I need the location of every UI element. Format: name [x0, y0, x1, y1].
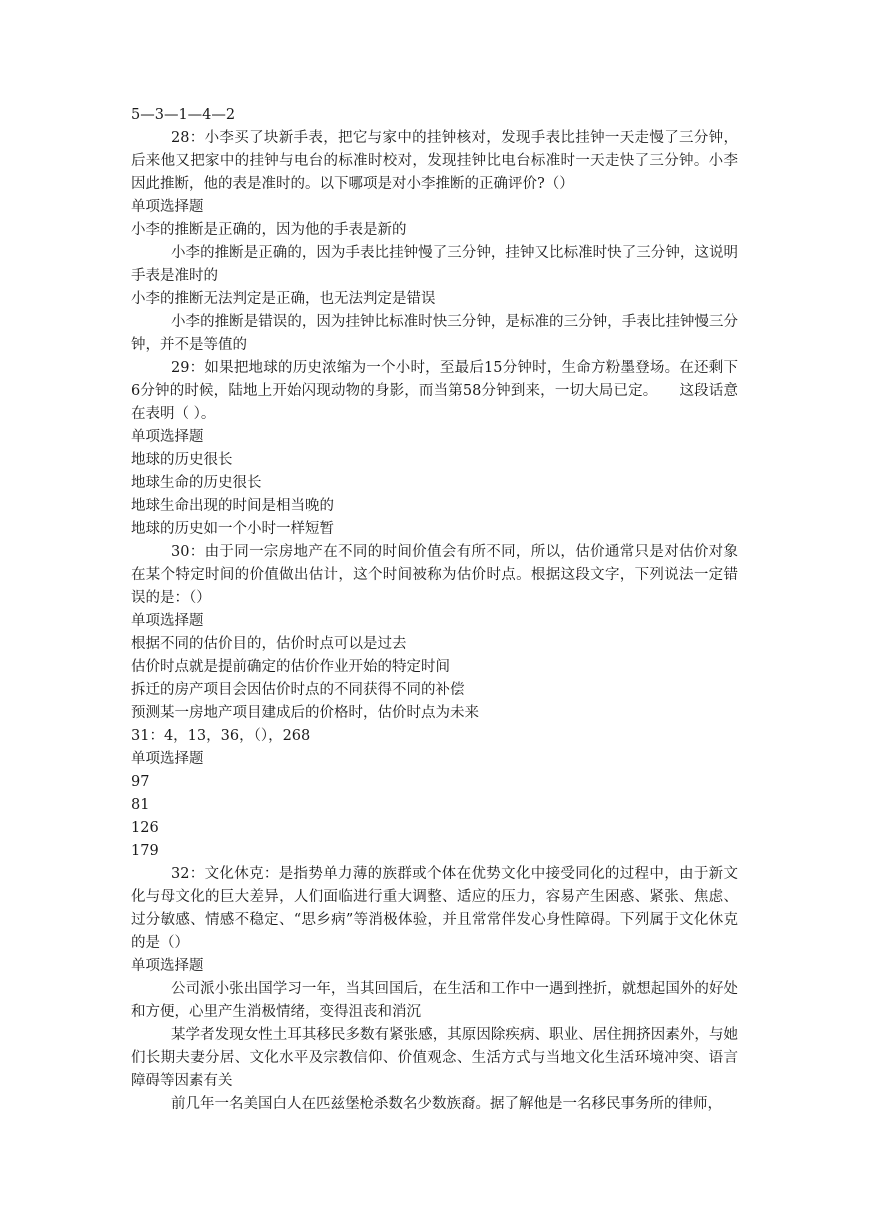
option-item: 地球的历史很长	[131, 452, 233, 468]
option-item: 根据不同的估价目的，估价时点可以是过去	[131, 636, 407, 652]
option-item: 小李的推断是错误的，因为挂钟比标准时快三分钟，是标准的三分钟，手表比挂钟慢三分钟，并不是等值的	[131, 314, 738, 353]
option-item: 前几年一名美国白人在匹兹堡枪杀数名少数族裔。据了解他是一名移民事务所的律师，	[171, 1096, 722, 1112]
option-item: 81	[131, 797, 150, 813]
question-32: 32：文化休克：是指势单力薄的族群或个体在优势文化中接受同化的过程中，由于新文化与母文化的巨大差异，人们面临进行重大调整、适应的压力，容易产生困惑、紧张、焦虑、过分敏感、情感不稳定、“思乡病”等消极体验，并且常常伴发心身性障碍。下列属于文化休克的是（）	[131, 866, 738, 951]
question-31: 31：4，13，36，（），268	[131, 728, 311, 744]
option-item: 预测某一房地产项目建成后的价格时，估价时点为未来	[131, 705, 479, 721]
question-30: 30：由于同一宗房地产在不同的时间价值会有所不同，所以，估价通常只是对估价对象在某个特定时间的价值做出估计，这个时间被称为估价时点。根据这段文字，下列说法一定错误的是：（）	[131, 544, 738, 606]
option-item: 估价时点就是提前确定的估价作业开始的特定时间	[131, 659, 450, 675]
question-type-label: 单项选择题	[131, 958, 204, 974]
option-item: 地球生命的历史很长	[131, 475, 262, 491]
question-type-label: 单项选择题	[131, 751, 204, 767]
question-type-label: 单项选择题	[131, 199, 204, 215]
option-item: 地球的历史如一个小时一样短暂	[131, 521, 334, 537]
option-item: 126	[131, 820, 159, 836]
option-item: 小李的推断无法判定是正确，也无法判定是错误	[131, 291, 436, 307]
document-body	[131, 104, 738, 1116]
option-item: 小李的推断是正确的，因为手表比挂钟慢了三分钟，挂钟又比标准时快了三分钟，这说明手表是准时的	[131, 245, 738, 284]
sequence-answer-line: 5—3—1—4—2	[131, 107, 236, 123]
option-item: 179	[131, 843, 159, 859]
option-item: 97	[131, 774, 150, 790]
question-28: 28：小李买了块新手表，把它与家中的挂钟核对，发现手表比挂钟一天走慢了三分钟，后来他又把家中的挂钟与电台的标准时校对，发现挂钟比电台标准时一天走快了三分钟。小李因此推断，他的表是准时的。以下哪项是对小李推断的正确评价?（）	[131, 130, 738, 192]
option-item: 拆迁的房产项目会因估价时点的不同获得不同的补偿	[131, 682, 465, 698]
question-29: 29：如果把地球的历史浓缩为一个小时，至最后15分钟时，生命方粉墨登场。在还剩下6分钟的时候，陆地上开始闪现动物的身影，而当第58分钟到来，一切大局已定。 这段话意在表明（ ）。	[131, 360, 738, 422]
question-type-label: 单项选择题	[131, 429, 204, 445]
option-item: 地球生命出现的时间是相当晚的	[131, 498, 334, 514]
option-item: 公司派小张出国学习一年，当其回国后，在生活和工作中一遇到挫折，就想起国外的好处和方便，心里产生消极情绪，变得沮丧和消沉	[131, 981, 738, 1020]
option-item: 某学者发现女性土耳其移民多数有紧张感，其原因除疾病、职业、居住拥挤因素外，与她们长期夫妻分居、文化水平及宗教信仰、价值观念、生活方式与当地文化生活环境冲突、语言障碍等因素有关	[131, 1027, 738, 1089]
option-item: 小李的推断是正确的，因为他的手表是新的	[131, 222, 407, 238]
question-type-label: 单项选择题	[131, 613, 204, 629]
